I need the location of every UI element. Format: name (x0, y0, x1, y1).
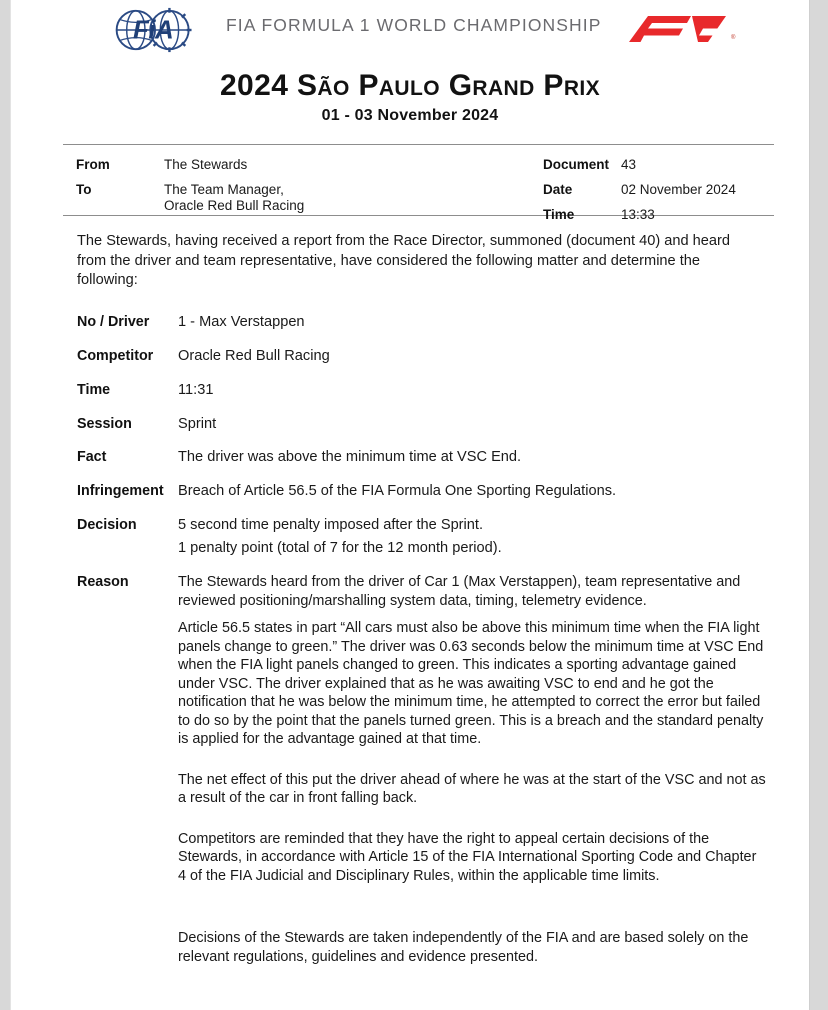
field-row-infringement (77, 482, 767, 501)
field-row-decision (77, 516, 767, 558)
fact-value: The driver was above the minimum time at VSC End. (178, 449, 522, 466)
decision-line-2: 1 penalty point (total of 7 for the 12 month period). (178, 540, 502, 557)
document-meta-table (63, 144, 774, 223)
reason-paragraph-2: Article 56.5 states in part “All cars must also be above this minimum time when the FIA light panels change to green.” The driver was 0.63 seconds below the minimum time at VSC End when the FIA light panels changed to green. This indicates a sporting advantage gained under VSC. The driver explained that as he was awaiting VSC to end and he got the notification that he was below the minimum time, he attempted to correct the error but failed to do so by the point that the panels turned green. This is a breach and the standard penalty is applied for the advantage gained at that time. (178, 620, 764, 748)
to-label: To (76, 182, 92, 198)
to-value (164, 182, 304, 214)
svg-text:FiA: FiA (132, 16, 174, 45)
championship-title: FIA FORMULA 1 WORLD CHAMPIONSHIP (226, 15, 602, 35)
fia-logo-icon (108, 6, 204, 54)
reason-paragraph-4: Competitors are reminded that they have the right to appeal certain decisions of the Stewards, in accordance with Article 15 of the FIA International Sporting Code and Chapter 4 of the FIA Judicial and Disciplinary Rules, within the applicable time limits. (178, 830, 757, 884)
session-value: Sprint (178, 415, 217, 432)
meta-row-to (76, 182, 304, 214)
no-driver-value: 1 - Max Verstappen (178, 313, 305, 330)
document-page (10, 0, 810, 1010)
field-row-time (77, 381, 767, 400)
session-label: Session (77, 415, 132, 432)
document-number: 43 (621, 157, 637, 173)
reason-label: Reason (77, 574, 129, 591)
meta-row-from (76, 157, 304, 173)
decision-label: Decision (77, 517, 137, 534)
reason-paragraph-1: The Stewards heard from the driver of Car 1 (Max Verstappen), team representative and reviewed positioning/marshalling system data, timing, telemetry evidence. (178, 574, 741, 609)
reason-paragraph-5: Decisions of the Stewards are taken independently of the FIA and are based solely on the relevant regulations, guidelines and evidence presented. (178, 930, 749, 965)
competitor-value: Oracle Red Bull Racing (178, 347, 330, 364)
document-label: Document (543, 157, 610, 173)
date-label: Date (543, 182, 573, 198)
time-field-label: Time (77, 381, 111, 398)
decision-line-1: 5 second time penalty imposed after the Sprint. (178, 517, 484, 534)
time-label: Time (543, 207, 575, 223)
intro-paragraph: The Stewards, having received a report from the Race Director, summoned (document 40) and heard from the driver and team representative, have considered the following matter and determine the following: (77, 233, 730, 289)
fact-label: Fact (77, 449, 107, 466)
no-driver-label: No / Driver (77, 313, 150, 330)
field-row-fact (77, 448, 767, 467)
meta-row-document (543, 157, 736, 173)
meta-right-column (543, 157, 736, 223)
date-value: 02 November 2024 (621, 182, 736, 198)
svg-text:®: ® (731, 35, 736, 41)
from-value: The Stewards (164, 157, 248, 173)
page-title: 2024 São Paulo Grand Prix (219, 69, 601, 102)
field-row-session (77, 415, 767, 434)
to-value-line1: The Team Manager, (164, 182, 284, 198)
to-value-line2: Oracle Red Bull Racing (164, 198, 305, 214)
event-dates: 01 - 03 November 2024 (321, 107, 499, 125)
time-field-value: 11:31 (178, 381, 214, 398)
f1-logo-icon (628, 12, 738, 48)
field-row-reason (77, 573, 767, 966)
infringement-label: Infringement (77, 483, 164, 500)
meta-row-time (543, 207, 736, 223)
field-row-no-driver (77, 313, 767, 332)
competitor-label: Competitor (77, 347, 154, 364)
field-row-competitor (77, 347, 767, 366)
time-value: 13:33 (621, 207, 655, 223)
decision-value (178, 516, 767, 558)
decision-fields (11, 313, 809, 967)
reason-paragraph-3: The net effect of this put the driver ahead of where he was at the start of the VSC and not as a result of the car in front falling back. (178, 771, 766, 807)
document-masthead (11, 0, 809, 62)
meta-left-column (76, 157, 304, 214)
from-label: From (76, 157, 110, 173)
title-block (11, 70, 809, 125)
meta-row-date (543, 182, 736, 198)
infringement-value: Breach of Article 56.5 of the FIA Formula One Sporting Regulations. (178, 483, 617, 500)
reason-value (178, 573, 767, 966)
